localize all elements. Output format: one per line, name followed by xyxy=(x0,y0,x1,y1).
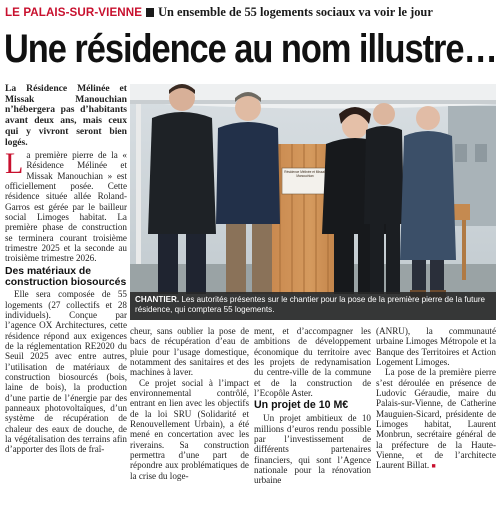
column-4 xyxy=(376,326,496,505)
subhead-budget: Un projet de 10 M€ xyxy=(254,399,349,412)
end-mark-icon: ■ xyxy=(431,462,436,471)
person-4 xyxy=(364,103,404,294)
subhead-materials: Des matériaux de construction biosourcés xyxy=(5,265,127,288)
kicker-subtitle: Un ensemble de 55 logements sociaux va voir le jour xyxy=(158,5,433,19)
paragraph-1 xyxy=(5,147,127,264)
photo-caption xyxy=(130,292,496,320)
photo-illustration xyxy=(130,84,496,320)
kicker xyxy=(5,4,497,20)
article-photo xyxy=(130,84,496,320)
column-1 xyxy=(5,147,127,505)
paragraph-8 xyxy=(376,367,496,471)
headline: Une résidence au nom illustre… xyxy=(4,27,497,71)
paragraph-5: ment, et d’accompagner les ambitions de développement économique du territoire avec les projets de redynamisation du centre-ville de la commune et de la construction de l’Ecopôle Aster. xyxy=(254,326,371,399)
chapo: La Résidence Mélinée et Missak Manouchian n’hébergera pas d’habitants avant deux ans, mais ceux qui y vivront seront bien logés. xyxy=(5,83,127,148)
column-2 xyxy=(130,326,249,505)
paragraph-2: Elle sera composée de 55 logements (27 collectifs et 28 individuels). Conçue par l’agence OX Architectures, cette résidence répond aux exigences de la réglementation RE2020 du Seuil 2025 avec entre autres, l’utilisation de matériaux de construction biosourcés (bois, laine de bois), la production d’une partie de l’énergie par des panneaux photovoltaïques, d’un système de récupération de chaleur des eaux de douche, de la végétalisation des terrains afin d’apporter des îlots de fraî- xyxy=(5,289,127,455)
photo-plaque-text: Résidence Mélinée et Missak Manouchian xyxy=(284,170,326,178)
paragraph-1-text: a première pierre de la « Résidence Mélinée et Missak Manouchian » est officiellement posée. Cette résidence située allée Roland-Garros est gérée par le bailleur social Limoges habitat. La première phase de construction se terminera courant troisième trimestre 2025 et la seconde au troisième trimestre 2026. xyxy=(5,150,127,264)
paragraph-3: cheur, sans oublier la pose de bacs de récupération d’eau de pluie pour l’usage domestique, notamment des sanitaires et des machines à laver. xyxy=(130,326,249,378)
caption-text: Les autorités présentes sur le chantier pour la pose de la première pierre de la future résidence, qui comptera 55 logements. xyxy=(135,295,486,315)
caption-label: CHANTIER. xyxy=(135,295,180,304)
paragraph-7: (ANRU), la communauté urbaine Limoges Métropole et la Banque des Territoires et Action Logement Limoges. xyxy=(376,326,496,368)
dropcap: L xyxy=(5,147,24,180)
column-3 xyxy=(254,326,371,505)
kicker-place: LE PALAIS-SUR-VIENNE xyxy=(5,6,143,19)
paragraph-4: Ce projet social à l’impact environnemental contrôlé, entrant en lien avec les objectifs de la loi SRU (Solidarité et Renouvellement Urbain), a été mené en concertation avec les riverains. Sa construction permettra d’une part de répondre aux problématiques de la crise du loge- xyxy=(130,377,249,481)
paragraph-6: Un projet ambitieux de 10 millions d’euros rendu possible par l’investissement de différents partenaires financiers, qui sont l’Agence nationale pour la rénovation urbaine xyxy=(254,413,371,486)
kicker-square-icon xyxy=(146,8,154,17)
paragraph-8-text: La pose de la première pierre s’est déroulée en présence de Ludovic Géraudie, maire du Palais-sur-Vienne, de Catherine Mauguien-Sicard, présidente de Limoges habitat, Laurent Monbrun, secrétaire général de la préfecture de la Haute-Vienne, et de l’architecte Laurent Billat. xyxy=(376,367,496,471)
